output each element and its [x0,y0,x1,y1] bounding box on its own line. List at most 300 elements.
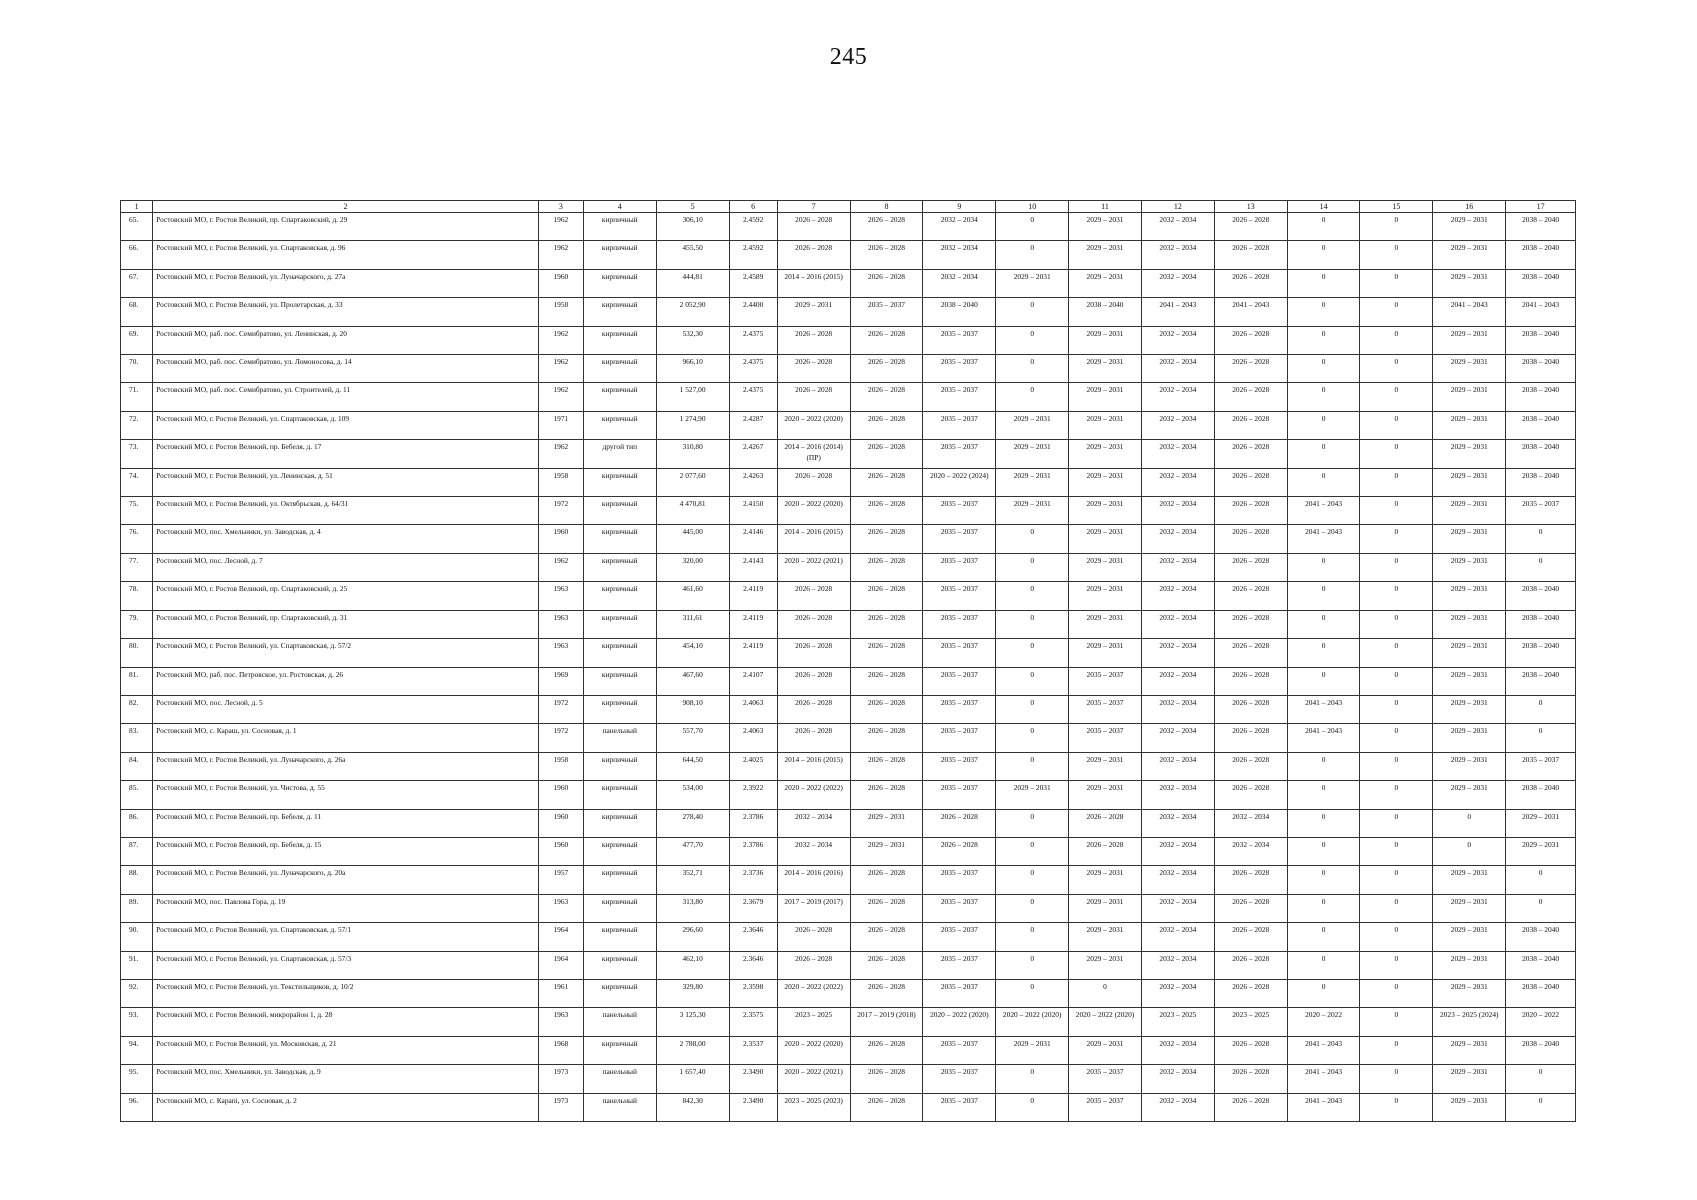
table-cell: 2038 – 2040 [1069,298,1142,326]
column-header-12: 12 [1141,201,1214,213]
table-cell: 2026 – 2028 [850,525,923,553]
table-row [121,667,1576,695]
table-cell: 2032 – 2034 [1141,1065,1214,1093]
table-cell: 2041 – 2043 [1287,724,1360,752]
table-cell: 2014 – 2016 (2016) [777,866,850,894]
column-header-5: 5 [656,201,729,213]
table-cell: 2035 – 2037 [1506,752,1576,780]
address-cell: Ростовский МО, г. Ростов Великий, ул. Текстильщиков, д. 10/2 [153,979,539,1007]
table-cell: 2.3598 [729,979,777,1007]
table-row [121,979,1576,1007]
column-header-3: 3 [538,201,583,213]
table-cell: 0 [1360,724,1433,752]
table-cell: 0 [1360,525,1433,553]
table-row [121,241,1576,269]
table-cell: 0 [996,298,1069,326]
table-cell: 2035 – 2037 [923,695,996,723]
table-cell: 2032 – 2034 [1141,951,1214,979]
table-cell: кирпичный [583,326,656,354]
table-cell: 1972 [538,724,583,752]
address-cell: Ростовский МО, г. Ростов Великий, микрорайон 1, д. 28 [153,1008,539,1036]
address-cell: Ростовский МО, пос. Хмельники, ул. Заводская, д. 4 [153,525,539,553]
table-cell: 0 [1360,752,1433,780]
table-cell: 2029 – 2031 [996,468,1069,496]
table-cell: 2029 – 2031 [1433,610,1506,638]
row-number-cell: 79. [121,610,153,638]
table-cell: 2.4592 [729,241,777,269]
table-cell: 2035 – 2037 [923,866,996,894]
table-row [121,610,1576,638]
table-cell: 2032 – 2034 [777,837,850,865]
address-cell: Ростовский МО, пос. Хмельники, ул. Заводская, д. 9 [153,1065,539,1093]
table-cell: 0 [1506,525,1576,553]
table-cell: 2032 – 2034 [1141,695,1214,723]
table-cell: 2032 – 2034 [1141,752,1214,780]
column-header-11: 11 [1069,201,1142,213]
table-cell: 2032 – 2034 [1141,1036,1214,1064]
table-cell: 2038 – 2040 [1506,781,1576,809]
table-row [121,951,1576,979]
table-cell: 2026 – 2028 [1214,894,1287,922]
row-number-cell: 78. [121,582,153,610]
row-number-cell: 85. [121,781,153,809]
table-cell: 2029 – 2031 [1069,355,1142,383]
table-cell: 0 [996,1065,1069,1093]
table-cell: 2035 – 2037 [923,979,996,1007]
table-cell: 2026 – 2028 [850,582,923,610]
table-cell: 2026 – 2028 [850,866,923,894]
address-cell: Ростовский МО, г. Ростов Великий, ул. Октябрьская, д. 64/31 [153,497,539,525]
table-cell: 2032 – 2034 [1141,525,1214,553]
table-cell: 0 [1360,241,1433,269]
row-number-cell: 87. [121,837,153,865]
address-cell: Ростовский МО, с. Карапі, ул. Сосновая, д. 2 [153,1093,539,1121]
table-cell: 0 [1287,582,1360,610]
address-cell: Ростовский МО, пос. Павлова Гора, д. 19 [153,894,539,922]
table-cell: 2.3736 [729,866,777,894]
table-row [121,355,1576,383]
table-cell: 2029 – 2031 [1069,1036,1142,1064]
table-header [121,201,1576,213]
table-cell: 2035 – 2037 [923,1093,996,1121]
table-cell: 2029 – 2031 [850,837,923,865]
table-cell: 2032 – 2034 [1141,639,1214,667]
table-cell: 2029 – 2031 [1433,468,1506,496]
table-cell: кирпичный [583,610,656,638]
table-cell: 2032 – 2034 [1141,497,1214,525]
table-cell: 2029 – 2031 [1433,582,1506,610]
table-cell: 2.3646 [729,951,777,979]
table-cell: 2.3786 [729,809,777,837]
table-cell: 2026 – 2028 [850,1093,923,1121]
table-cell: кирпичный [583,298,656,326]
address-cell: Ростовский МО, г. Ростов Великий, ул. Московская, д. 21 [153,1036,539,1064]
table-cell: 2.4400 [729,298,777,326]
table-cell: 2032 – 2034 [1141,468,1214,496]
table-cell: 2.3490 [729,1093,777,1121]
table-cell: 2029 – 2031 [1433,383,1506,411]
address-cell: Ростовский МО, г. Ростов Великий, пр. Бебеля, д. 11 [153,809,539,837]
table-cell: 2035 – 2037 [1069,724,1142,752]
address-cell: Ростовский МО, г. Ростов Великий, ул. Спартаковская, д. 57/2 [153,639,539,667]
header-row [121,201,1576,213]
table-cell: 2029 – 2031 [1069,582,1142,610]
table-cell: 2.4025 [729,752,777,780]
table-cell: 2026 – 2028 [1214,866,1287,894]
table-cell: 2029 – 2031 [1069,411,1142,439]
table-cell: 0 [1360,497,1433,525]
table-cell: 2.4143 [729,553,777,581]
table-cell: 2035 – 2037 [923,383,996,411]
table-cell: 2035 – 2037 [923,582,996,610]
table-cell: 2032 – 2034 [1141,326,1214,354]
table-cell: 2038 – 2040 [1506,355,1576,383]
table-cell: 0 [1360,610,1433,638]
table-cell: кирпичный [583,525,656,553]
table-cell: 0 [1360,1065,1433,1093]
table-cell: 0 [1506,724,1576,752]
row-number-cell: 86. [121,809,153,837]
address-cell: Ростовский МО, г. Ростов Великий, ул. Спартаковская, д. 57/3 [153,951,539,979]
table-row [121,497,1576,525]
address-cell: Ростовский МО, г. Ростов Великий, ул. Луначарского, д. 20а [153,866,539,894]
table-cell: 2.4589 [729,269,777,297]
table-cell: 2029 – 2031 [1433,752,1506,780]
table-cell: кирпичный [583,866,656,894]
table-cell: 2020 – 2022 (2021) [777,1065,850,1093]
table-cell: 2035 – 2037 [1069,695,1142,723]
row-number-cell: 67. [121,269,153,297]
table-cell: 1963 [538,610,583,638]
table-cell: 2029 – 2031 [996,781,1069,809]
table-cell: 2032 – 2034 [1141,809,1214,837]
table-cell: 1958 [538,468,583,496]
table-cell: 454,10 [656,639,729,667]
table-cell: кирпичный [583,923,656,951]
table-cell: 2026 – 2028 [850,213,923,241]
table-cell: 0 [996,866,1069,894]
table-cell: 2029 – 2031 [1069,383,1142,411]
table-cell: 2020 – 2022 (2021) [777,553,850,581]
table-cell: 2026 – 2028 [1214,241,1287,269]
table-cell: 2026 – 2028 [1214,1093,1287,1121]
table-cell: 2029 – 2031 [996,1036,1069,1064]
table-cell: 0 [1287,837,1360,865]
table-cell: 0 [1360,269,1433,297]
table-cell: 0 [1360,355,1433,383]
table-cell: 0 [996,752,1069,780]
column-header-9: 9 [923,201,996,213]
table-cell: 2026 – 2028 [850,440,923,468]
table-cell: 2.4267 [729,440,777,468]
column-header-6: 6 [729,201,777,213]
table-cell: 2038 – 2040 [1506,411,1576,439]
table-cell: 2026 – 2028 [850,383,923,411]
table-cell: 1960 [538,525,583,553]
table-cell: 2 052,90 [656,298,729,326]
row-number-cell: 89. [121,894,153,922]
table-cell: 0 [1287,639,1360,667]
table-cell: 842,30 [656,1093,729,1121]
table-cell: 2.3490 [729,1065,777,1093]
table-cell: 2026 – 2028 [1214,553,1287,581]
table-cell: 2026 – 2028 [850,326,923,354]
table-cell: 0 [996,837,1069,865]
table-cell: 2032 – 2034 [777,809,850,837]
table-cell: 2.4375 [729,355,777,383]
table-cell: 2.4592 [729,213,777,241]
table-cell: 2035 – 2037 [923,1036,996,1064]
table-cell: 2035 – 2037 [1506,497,1576,525]
row-number-cell: 81. [121,667,153,695]
table-cell: 2029 – 2031 [1069,781,1142,809]
table-cell: 0 [996,1093,1069,1121]
table-cell: 2035 – 2037 [923,440,996,468]
row-number-cell: 90. [121,923,153,951]
table-cell: 0 [996,326,1069,354]
table-cell: 1962 [538,241,583,269]
row-number-cell: 73. [121,440,153,468]
table-cell: 2029 – 2031 [1433,951,1506,979]
table-cell: 2029 – 2031 [1069,241,1142,269]
table-cell: 2032 – 2034 [1141,411,1214,439]
table-cell: 2032 – 2034 [1141,440,1214,468]
table-cell: 0 [1287,355,1360,383]
table-cell: 0 [1287,809,1360,837]
table-cell: 2026 – 2028 [1214,951,1287,979]
table-cell: 278,40 [656,809,729,837]
table-cell: 0 [1433,837,1506,865]
table-cell: 2026 – 2028 [1214,497,1287,525]
row-number-cell: 88. [121,866,153,894]
table-cell: кирпичный [583,979,656,1007]
column-header-17: 17 [1506,201,1576,213]
table-cell: 2 077,60 [656,468,729,496]
table-cell: 0 [1360,695,1433,723]
table-cell: 2026 – 2028 [777,951,850,979]
table-cell: 2041 – 2043 [1287,695,1360,723]
row-number-cell: 76. [121,525,153,553]
table-cell: 2029 – 2031 [1433,497,1506,525]
column-header-15: 15 [1360,201,1433,213]
table-cell: 455,50 [656,241,729,269]
table-cell: 2041 – 2043 [1287,1065,1360,1093]
table-cell: 2026 – 2028 [1214,752,1287,780]
table-row [121,1008,1576,1036]
table-row [121,525,1576,553]
table-cell: 2029 – 2031 [1069,894,1142,922]
table-cell: 0 [996,241,1069,269]
column-header-4: 4 [583,201,656,213]
row-number-cell: 70. [121,355,153,383]
table-cell: 2029 – 2031 [1433,781,1506,809]
table-cell: 2029 – 2031 [996,269,1069,297]
table-cell: 1972 [538,695,583,723]
table-cell: 1958 [538,298,583,326]
row-number-cell: 95. [121,1065,153,1093]
column-header-14: 14 [1287,201,1360,213]
table-cell: кирпичный [583,894,656,922]
table-cell: 2026 – 2028 [850,497,923,525]
table-cell: 2029 – 2031 [1433,866,1506,894]
table-cell: 2029 – 2031 [1433,724,1506,752]
table-cell: 0 [996,383,1069,411]
table-cell: 2029 – 2031 [1433,241,1506,269]
table-row [121,639,1576,667]
table-cell: 0 [1360,923,1433,951]
table-cell: 2026 – 2028 [1214,411,1287,439]
table-cell: 0 [1360,326,1433,354]
address-cell: Ростовский МО, г. Ростов Великий, ул. Чистова, д. 55 [153,781,539,809]
table-cell: 0 [1287,383,1360,411]
table-cell: кирпичный [583,667,656,695]
table-cell: 329,80 [656,979,729,1007]
table-cell: кирпичный [583,752,656,780]
table-cell: 0 [996,724,1069,752]
table-cell: 2029 – 2031 [1069,525,1142,553]
table-cell: 0 [1287,468,1360,496]
table-cell: 0 [1360,866,1433,894]
table-cell: кирпичный [583,951,656,979]
table-row [121,752,1576,780]
table-cell: 1964 [538,923,583,951]
table-cell: 2029 – 2031 [777,298,850,326]
table-cell: 2041 – 2043 [1287,1036,1360,1064]
table-cell: 0 [1360,639,1433,667]
table-cell: 2023 – 2025 [1141,1008,1214,1036]
table-cell: кирпичный [583,411,656,439]
table-cell: 0 [1287,326,1360,354]
table-cell: 2038 – 2040 [1506,951,1576,979]
table-cell: 2026 – 2028 [777,383,850,411]
table-row [121,809,1576,837]
table-cell: 2029 – 2031 [1433,525,1506,553]
table-cell: 0 [1506,1093,1576,1121]
table-cell: 0 [1287,866,1360,894]
row-number-cell: 65. [121,213,153,241]
address-cell: Ростовский МО, г. Ростов Великий, ул. Луначарского, д. 27а [153,269,539,297]
table-cell: 2026 – 2028 [850,979,923,1007]
table-cell: 0 [1287,781,1360,809]
table-cell: 2032 – 2034 [1141,355,1214,383]
table-cell: 2035 – 2037 [923,639,996,667]
table-cell: 2029 – 2031 [1433,411,1506,439]
table-cell: 0 [1360,809,1433,837]
table-cell: 0 [996,951,1069,979]
table-cell: 2020 – 2022 (2022) [777,979,850,1007]
table-cell: кирпичный [583,781,656,809]
table-cell: 2.3575 [729,1008,777,1036]
table-cell: 2026 – 2028 [1069,837,1142,865]
table-cell: 2026 – 2028 [777,213,850,241]
table-cell: 2029 – 2031 [1433,1036,1506,1064]
table-cell: 2.4107 [729,667,777,695]
table-cell: 2026 – 2028 [1069,809,1142,837]
table-cell: 2014 – 2016 (2015) [777,269,850,297]
table-cell: 2020 – 2022 [1506,1008,1576,1036]
table-cell: 2.4263 [729,468,777,496]
table-cell: 2017 – 2019 (2017) [777,894,850,922]
table-cell: 1968 [538,1036,583,1064]
table-cell: кирпичный [583,582,656,610]
table-cell: 1 527,00 [656,383,729,411]
table-cell: 2041 – 2043 [1287,525,1360,553]
table-cell: 2038 – 2040 [1506,269,1576,297]
table-cell: 2026 – 2028 [850,724,923,752]
table-cell: 0 [1287,241,1360,269]
table-cell: 532,30 [656,326,729,354]
table-cell: кирпичный [583,695,656,723]
table-cell: 2026 – 2028 [1214,923,1287,951]
table-cell: 1963 [538,639,583,667]
table-row [121,440,1576,468]
table-cell: 2032 – 2034 [1141,553,1214,581]
table-cell: 2029 – 2031 [1069,497,1142,525]
row-number-cell: 69. [121,326,153,354]
table-cell: 2032 – 2034 [1141,866,1214,894]
table-cell: 908,10 [656,695,729,723]
table-cell: другой тип [583,440,656,468]
table-cell: 2035 – 2037 [923,610,996,638]
table-cell: кирпичный [583,383,656,411]
table-cell: 2026 – 2028 [1214,781,1287,809]
table-cell: 313,80 [656,894,729,922]
table-cell: 1963 [538,894,583,922]
table-row [121,1093,1576,1121]
table-cell: 0 [1433,809,1506,837]
table-cell: 2032 – 2034 [1141,582,1214,610]
table-cell: 2035 – 2037 [923,326,996,354]
table-cell: 2.4146 [729,525,777,553]
table-cell: 2029 – 2031 [1069,951,1142,979]
table-cell: 1962 [538,326,583,354]
address-cell: Ростовский МО, раб. пос. Семибратово, ул. Ломоносова, д. 14 [153,355,539,383]
table-cell: 0 [1360,1093,1433,1121]
table-cell: 0 [996,525,1069,553]
table-cell: 2032 – 2034 [1141,269,1214,297]
table-cell: 2026 – 2028 [850,639,923,667]
table-cell: 0 [1360,213,1433,241]
table-cell: 444,81 [656,269,729,297]
table-cell: 2026 – 2028 [850,752,923,780]
table-cell: 2.3922 [729,781,777,809]
table-cell: 2029 – 2031 [1069,468,1142,496]
row-number-cell: 83. [121,724,153,752]
table-cell: 2029 – 2031 [1069,610,1142,638]
table-cell: 2029 – 2031 [1069,269,1142,297]
table-cell: 306,10 [656,213,729,241]
address-cell: Ростовский МО, г. Ростов Великий, пр. Спартаковский, д. 25 [153,582,539,610]
table-cell: 2041 – 2043 [1433,298,1506,326]
table-cell: 2038 – 2040 [923,298,996,326]
table-cell: 2029 – 2031 [1433,1093,1506,1121]
table-cell: 2026 – 2028 [923,809,996,837]
table-cell: 2.3679 [729,894,777,922]
table-cell: кирпичный [583,497,656,525]
table-cell: 2029 – 2031 [1433,213,1506,241]
table-cell: 2035 – 2037 [1069,1093,1142,1121]
address-cell: Ростовский МО, г. Ростов Великий, ул. Пролетарская, д. 33 [153,298,539,326]
table-cell: 1964 [538,951,583,979]
table-cell: 2035 – 2037 [923,497,996,525]
table-cell: 2014 – 2016 (2014) (ПР) [777,440,850,468]
table-cell: 2029 – 2031 [1433,326,1506,354]
table-cell: 0 [1360,553,1433,581]
table-cell: 2029 – 2031 [1433,553,1506,581]
table-cell: 2029 – 2031 [1069,553,1142,581]
table-cell: 1963 [538,1008,583,1036]
table-cell: 1 274,90 [656,411,729,439]
